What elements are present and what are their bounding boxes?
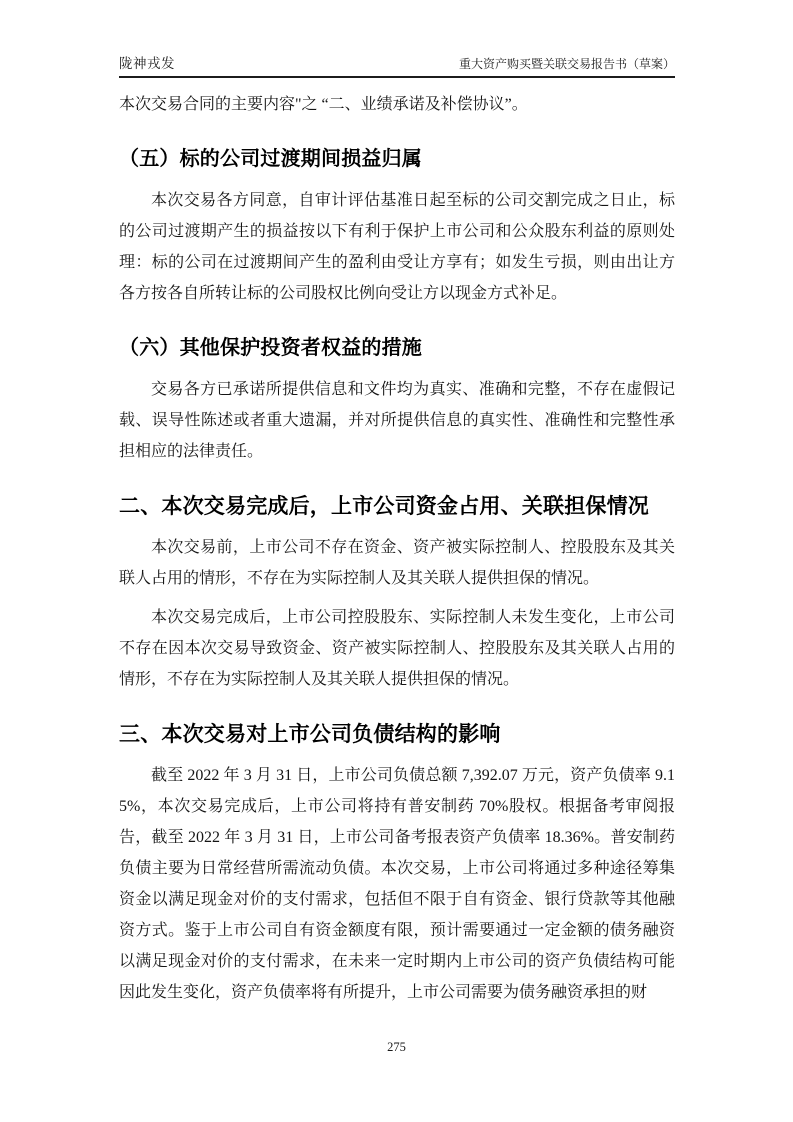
content-column <box>119 0 675 1008</box>
part-3-paragraph: 截至 2022 年 3 月 31 日，上市公司负债总额 7,392.07 万元，资产负债率 9.15%，本次交易完成后，上市公司将持有普安制药 70%股权。根据备考审阅报告，截至 2022 年 3 月 31 日，上市公司备考报表资产负债率 18.36%。普安制药负债主要为日常经营所需流动负债。本次交易，上市公司将通过多种途径筹集资金以满足现金对价的支付需求，包括但不限于自有资金、银行贷款等其他融资方式。鉴于上市公司自有资金额度有限，预计需要通过一定金额的债务融资以满足现金对价的支付需求，在未来一定时期内上市公司的资产负债结构可能因此发生变化，资产负债率将有所提升，上市公司需要为债务融资承担的财 <box>119 767 675 1001</box>
heading-section-6: （六）其他保护投资者权益的措施 <box>119 337 422 359</box>
section-5-paragraph: 本次交易各方同意，自审计评估基准日起至标的公司交割完成之日止，标的公司过渡期产生的损益按以下有利于保护上市公司和公众股东利益的原则处理：标的公司在过渡期间产生的盈利由受让方享有；如发生亏损，则由出让方各方按各自所转让标的公司股权比例向受让方以现金方式补足。 <box>119 192 675 302</box>
header-company-name: 陇神戎发 <box>119 56 175 71</box>
header-report-title: 重大资产购买暨关联交易报告书（草案） <box>458 57 675 71</box>
continuation-paragraph: 本次交易合同的主要内容"之 “二、业绩承诺及补偿协议”。 <box>119 96 528 113</box>
section-6-paragraph: 交易各方已承诺所提供信息和文件均为真实、准确和完整，不存在虚假记载、误导性陈述或者重大遗漏，并对所提供信息的真实性、准确性和完整性承担相应的法律责任。 <box>119 381 675 460</box>
page-footer <box>0 1040 793 1055</box>
heading-section-5: （五）标的公司过渡期间损益归属 <box>119 148 422 170</box>
heading-part-3: 三、本次交易对上市公司负债结构的影响 <box>119 723 501 746</box>
part-2-paragraph-2: 本次交易完成后，上市公司控股股东、实际控制人未发生变化，上市公司不存在因本次交易导致资金、资产被实际控制人、控股股东及其关联人占用的情形，不存在为实际控制人及其关联人提供担保的情况。 <box>119 609 675 688</box>
document-body <box>119 89 675 1008</box>
part-2-paragraph-1: 本次交易前，上市公司不存在资金、资产被实际控制人、控股股东及其关联人占用的情形，不存在为实际控制人及其关联人提供担保的情况。 <box>119 539 675 587</box>
page-header <box>119 0 675 78</box>
heading-part-2: 二、本次交易完成后，上市公司资金占用、关联担保情况 <box>119 495 649 518</box>
page-number: 275 <box>387 1040 406 1054</box>
